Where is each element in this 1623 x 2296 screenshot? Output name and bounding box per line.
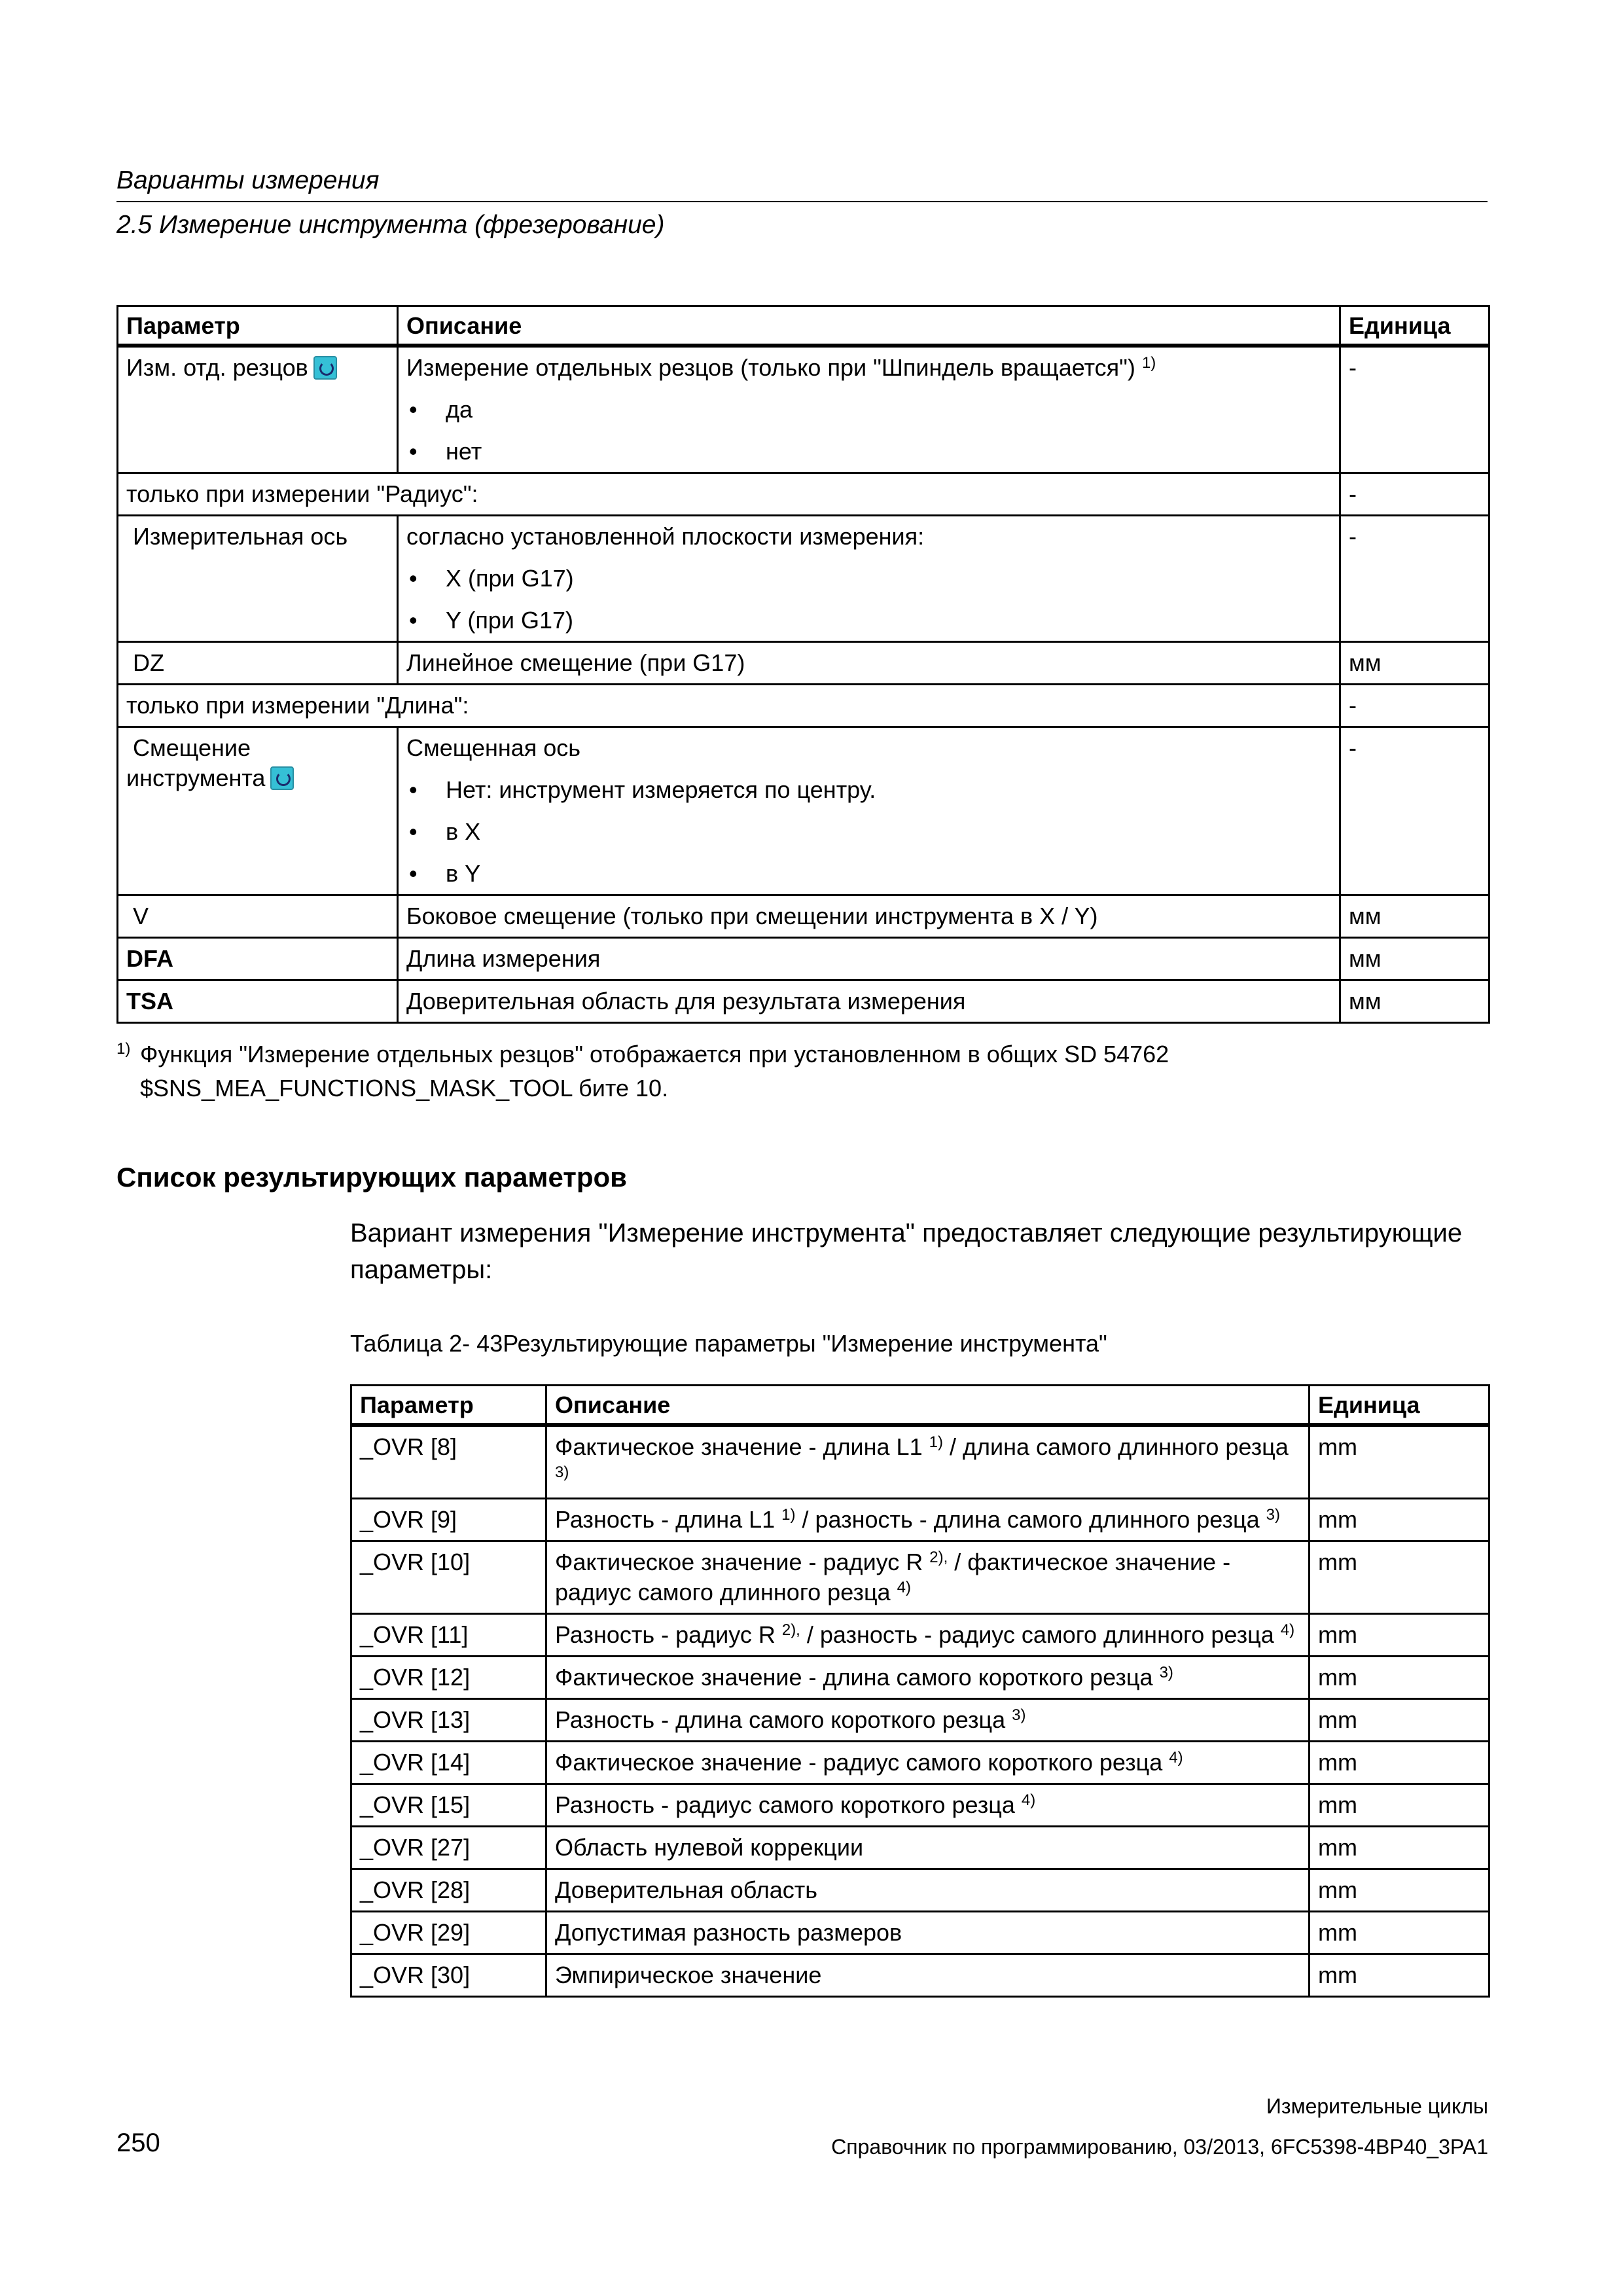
desc-cell: Эмпирическое значение	[546, 1954, 1310, 1997]
table-row	[351, 1954, 1489, 1997]
desc-cell: Допустимая разность размеров	[546, 1912, 1310, 1954]
desc-cell: Фактическое значение - радиус R $^{2),}$ / фактическое значение - радиус самого длинного резца $^{4)}$	[546, 1541, 1310, 1614]
list-item: • да	[406, 395, 1331, 425]
unit-cell: mm	[1310, 1499, 1489, 1541]
desc-cell: Разность - длина самого короткого резца $^{3)}$	[546, 1699, 1310, 1742]
param-cell: _OVR [11]	[351, 1614, 546, 1657]
table-row	[118, 642, 1489, 685]
param-cell: Изм. отд. резцов	[118, 346, 398, 473]
param-cell: _OVR [13]	[351, 1699, 546, 1742]
param-cell: _OVR [8]	[351, 1425, 546, 1499]
unit-cell: -	[1340, 727, 1489, 895]
param-cell: _OVR [14]	[351, 1742, 546, 1784]
desc-cell: Смещенная ось • Нет: инструмент измеряется по центру. • в X • в Y	[398, 727, 1340, 895]
table-row	[118, 895, 1489, 938]
table-row	[118, 473, 1489, 516]
table-row	[351, 1499, 1489, 1541]
desc-cell: Разность - длина L1 $^{1)}$ / разность - длина самого длинного резца $^{3)}$	[546, 1499, 1310, 1541]
page-number: 250	[116, 2128, 160, 2157]
unit-cell: мм	[1340, 980, 1489, 1023]
unit-cell: mm	[1310, 1827, 1489, 1869]
unit-cell: mm	[1310, 1869, 1489, 1912]
table-row	[351, 1784, 1489, 1827]
list-item: • Y (при G17)	[406, 605, 1331, 636]
table-row	[351, 1614, 1489, 1657]
param-cell: Измерительная ось	[118, 516, 398, 642]
param-cell: V	[118, 895, 398, 938]
table-row	[351, 1541, 1489, 1614]
header-rule	[116, 201, 1488, 202]
footnote-line: $SNS_MEA_FUNCTIONS_MASK_TOOL бите 10.	[140, 1075, 669, 1102]
unit-cell: mm	[1310, 1784, 1489, 1827]
desc-cell: Фактическое значение - длина самого короткого резца $^{3)}$	[546, 1657, 1310, 1699]
table-row	[118, 685, 1489, 727]
list-item: • Нет: инструмент измеряется по центру.	[406, 775, 1331, 805]
table-row	[118, 938, 1489, 980]
result-parameter-table	[350, 1384, 1490, 1998]
header-param: Параметр	[351, 1386, 546, 1426]
unit-cell: mm	[1310, 1742, 1489, 1784]
param-cell: _OVR [15]	[351, 1784, 546, 1827]
desc-cell: Боковое смещение (только при смещении инструмента в X / Y)	[398, 895, 1340, 938]
unit-cell: мм	[1340, 895, 1489, 938]
list-item: • X (при G17)	[406, 564, 1331, 594]
table-header-row	[118, 306, 1489, 346]
param-cell: _OVR [12]	[351, 1657, 546, 1699]
unit-cell: -	[1340, 516, 1489, 642]
table-row	[118, 727, 1489, 895]
table-caption: Таблица 2- 43Результирующие параметры "Измерение инструмента"	[350, 1330, 1107, 1357]
toggle-icon	[313, 356, 337, 380]
table-row	[351, 1657, 1489, 1699]
list-item: • в X	[406, 817, 1331, 847]
footnote-marker: 1)	[116, 1040, 131, 1058]
param-cell: DZ	[118, 642, 398, 685]
table-row	[351, 1699, 1489, 1742]
unit-cell: -	[1340, 473, 1489, 516]
header-param: Параметр	[118, 306, 398, 346]
table-row	[118, 980, 1489, 1023]
unit-cell: mm	[1310, 1425, 1489, 1499]
list-item: • нет	[406, 437, 1331, 467]
unit-cell: mm	[1310, 1912, 1489, 1954]
span-cell: только при измерении "Радиус":	[118, 473, 1340, 516]
section-title: 2.5 Измерение инструмента (фрезерование)	[116, 211, 665, 239]
header-desc: Описание	[398, 306, 1340, 346]
desc-cell: Фактическое значение - длина L1 $^{1)}$ / длина самого длинного резца $^{3)}$	[546, 1425, 1310, 1499]
table-row	[351, 1869, 1489, 1912]
parameter-table	[116, 305, 1490, 1024]
param-cell: _OVR [9]	[351, 1499, 546, 1541]
param-cell: _OVR [10]	[351, 1541, 546, 1614]
unit-cell: mm	[1310, 1657, 1489, 1699]
desc-cell: Фактическое значение - радиус самого короткого резца $^{4)}$	[546, 1742, 1310, 1784]
footnote-line: Функция "Измерение отдельных резцов" отображается при установленном в общих SD 54762	[140, 1041, 1169, 1067]
param-cell: TSA	[118, 980, 398, 1023]
param-cell: _OVR [27]	[351, 1827, 546, 1869]
results-heading: Список результирующих параметров	[116, 1162, 627, 1193]
param-cell: DFA	[118, 938, 398, 980]
unit-cell: mm	[1310, 1954, 1489, 1997]
unit-cell: -	[1340, 685, 1489, 727]
desc-cell: Линейное смещение (при G17)	[398, 642, 1340, 685]
unit-cell: мм	[1340, 938, 1489, 980]
toggle-icon	[270, 766, 294, 790]
desc-cell: Область нулевой коррекции	[546, 1827, 1310, 1869]
table-row	[351, 1425, 1489, 1499]
unit-cell: мм	[1340, 642, 1489, 685]
desc-cell: Доверительная область	[546, 1869, 1310, 1912]
unit-cell: mm	[1310, 1699, 1489, 1742]
desc-cell: Измерение отдельных резцов (только при "Шпиндель вращается") $^{1)}$ • да • нет	[398, 346, 1340, 473]
span-cell: только при измерении "Длина":	[118, 685, 1340, 727]
desc-cell: Доверительная область для результата измерения	[398, 980, 1340, 1023]
unit-cell: mm	[1310, 1614, 1489, 1657]
desc-cell: Разность - радиус R $^{2),}$ / разность - радиус самого длинного резца $^{4)}$	[546, 1614, 1310, 1657]
table-row	[351, 1827, 1489, 1869]
unit-cell: mm	[1310, 1541, 1489, 1614]
desc-cell: Длина измерения	[398, 938, 1340, 980]
table-row	[351, 1742, 1489, 1784]
footer-book-title: Измерительные циклы	[1266, 2094, 1488, 2118]
header-unit: Единица	[1310, 1386, 1489, 1426]
param-cell: _OVR [30]	[351, 1954, 546, 1997]
param-cell: _OVR [29]	[351, 1912, 546, 1954]
table-row	[118, 346, 1489, 473]
desc-cell: Разность - радиус самого короткого резца $^{4)}$	[546, 1784, 1310, 1827]
list-item: • в Y	[406, 859, 1331, 889]
unit-cell: -	[1340, 346, 1489, 473]
table-row	[351, 1912, 1489, 1954]
chapter-title: Варианты измерения	[116, 166, 380, 194]
desc-cell: согласно установленной плоскости измерения: • X (при G17) • Y (при G17)	[398, 516, 1340, 642]
param-cell: _OVR [28]	[351, 1869, 546, 1912]
table-header-row	[351, 1386, 1489, 1426]
header-desc: Описание	[546, 1386, 1310, 1426]
header-unit: Единица	[1340, 306, 1489, 346]
footer-reference: Справочник по программированию, 03/2013, 6FC5398-4BP40_3PA1	[831, 2135, 1488, 2159]
param-cell: Смещение инструмента	[118, 727, 398, 895]
intro-paragraph: Вариант измерения "Измерение инструмента" предоставляет следующие результирующие параметры:	[350, 1219, 1463, 1284]
table-row	[118, 516, 1489, 642]
